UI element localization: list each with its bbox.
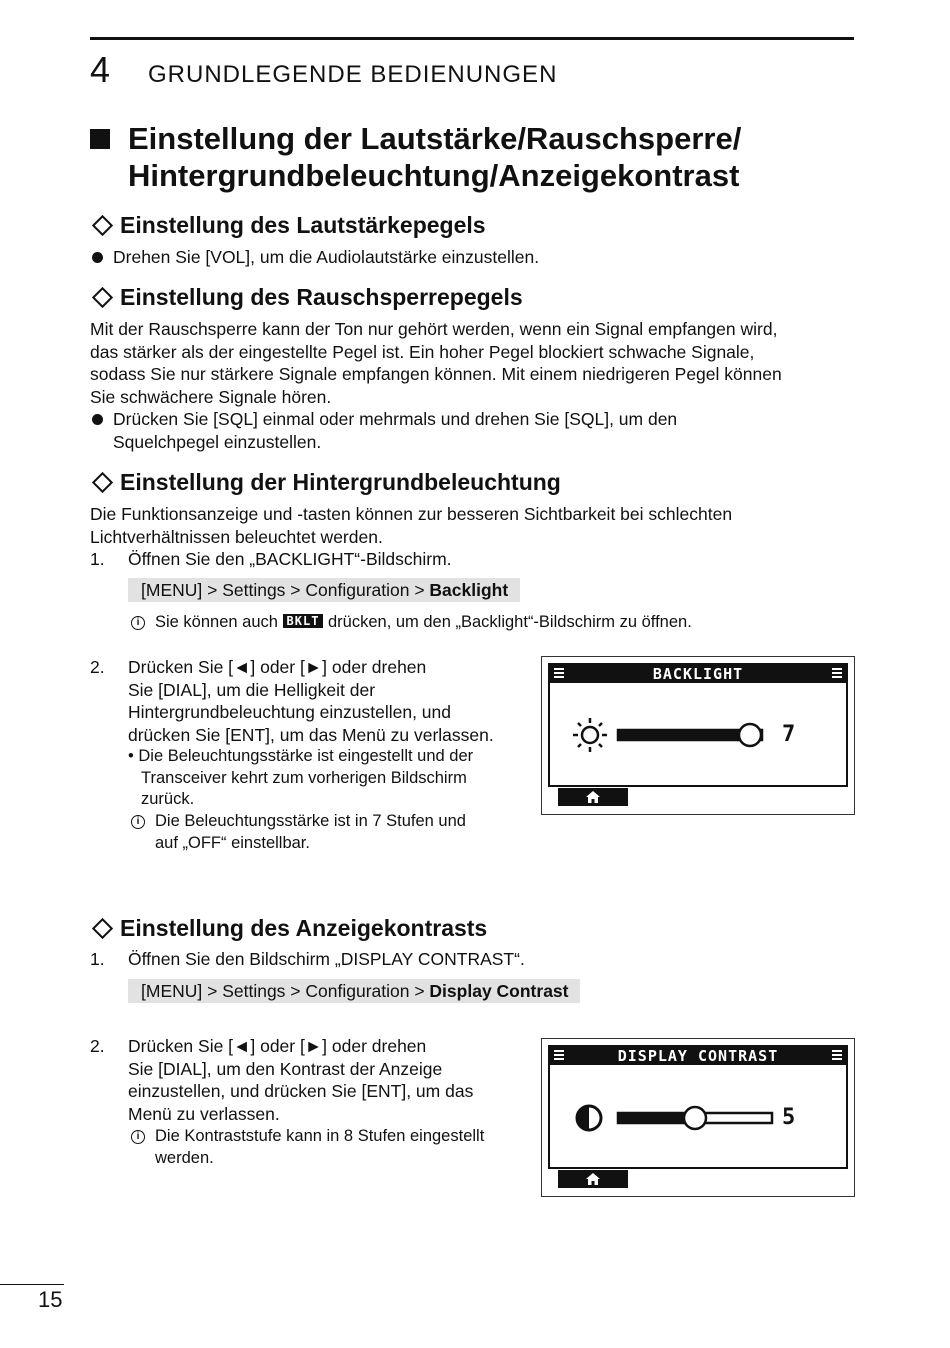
backlight-screen [541, 656, 855, 815]
backlight-level-slider [616, 721, 776, 749]
square-bullet-icon [90, 129, 110, 149]
squelch-bullet-text [113, 408, 677, 453]
chapter-title: GRUNDLEGENDE BEDIENUNGEN [148, 61, 558, 88]
step-text: Öffnen Sie den „BACKLIGHT“-Bildschirm. [128, 549, 452, 569]
contrast-menu-path [128, 979, 580, 1003]
info-icon: i [131, 815, 145, 829]
note-text-before: Sie können auch [155, 613, 283, 631]
note-line: Die Beleuchtungsstärke ist in 7 Stufen und [155, 812, 466, 830]
sub-bullet-line: zurück. [141, 790, 195, 809]
step-number: 2. [90, 657, 105, 677]
sun-icon [572, 717, 608, 753]
lcd-title: BACKLIGHT [652, 665, 744, 683]
squelch-line: das stärker als der eingestellte Pegel ist. Ein hoher Pegel blockiert schwache Signale, [90, 341, 755, 362]
backlight-heading-text: Einstellung der Hintergrundbeleuchtung [120, 469, 561, 495]
squelch-line: Mit der Rauschsperre kann der Ton nur gehört werden, wenn ein Signal empfangen wird, [90, 319, 778, 339]
contrast-screen [541, 1038, 855, 1197]
step-line: Sie [DIAL], um den Kontrast der Anzeige [128, 1058, 443, 1079]
menu-icon [554, 1050, 564, 1062]
backlight-value: 7 [782, 722, 796, 747]
step-number: 1. [90, 949, 105, 969]
lcd-title: DISPLAY CONTRAST [617, 1047, 779, 1065]
note-text-after: drücken, um den „Backlight“-Bildschirm zu öffnen. [323, 613, 692, 631]
step-number: 1. [90, 549, 105, 569]
diamond-icon [92, 287, 113, 308]
step-line: drücken Sie [ENT], um das Menü zu verlassen. [128, 724, 494, 745]
home-button[interactable] [558, 1170, 628, 1188]
menu-icon [832, 1050, 842, 1062]
note-line: Die Kontraststufe kann in 8 Stufen eingestellt [155, 1127, 485, 1145]
bklt-key-icon: BKLT [283, 614, 324, 628]
menu-icon [554, 668, 564, 680]
contrast-heading-text: Einstellung des Anzeigekontrasts [120, 915, 488, 941]
step-line: Drücken Sie [◄] oder [►] oder drehen [128, 657, 427, 677]
note-text [155, 612, 692, 634]
diamond-icon [92, 918, 113, 939]
home-icon [585, 1172, 601, 1186]
squelch-paragraph [90, 318, 782, 408]
volume-heading [90, 211, 486, 239]
backlight-heading [90, 468, 561, 496]
lcd-panel [548, 1045, 848, 1169]
lcd-title-bar [550, 1047, 846, 1065]
squelch-heading [90, 283, 523, 311]
chapter-number: 4 [90, 49, 111, 90]
sub-bullet-line: • Die Beleuchtungsstärke ist eingestellt und der [128, 747, 474, 765]
backlight-menu-path [128, 578, 520, 602]
header-rule [90, 37, 854, 40]
menu-path-target: Backlight [429, 580, 509, 600]
main-title-line-2: Hintergrundbeleuchtung/Anzeigekontrast [128, 158, 740, 193]
note-line: werden. [155, 1148, 214, 1167]
menu-icon [832, 668, 842, 680]
step-line: Sie [DIAL], um die Helligkeit der [128, 679, 376, 700]
squelch-line: Sie schwächere Signale hören. [90, 386, 332, 407]
squelch-bullet-line: Squelchpegel einzustellen. [113, 431, 322, 452]
contrast-level-slider [616, 1104, 776, 1132]
step-text: Öffnen Sie den Bildschirm „DISPLAY CONTRAST“. [128, 949, 525, 969]
squelch-heading-text: Einstellung des Rauschsperrepegels [120, 284, 523, 310]
step-line: Menü zu verlassen. [128, 1103, 280, 1124]
squelch-line: sodass Sie nur stärkere Signale empfangen können. Mit einem niedrigeren Pegel können [90, 364, 782, 385]
contrast-value: 5 [782, 1105, 796, 1130]
note-line: auf „OFF“ einstellbar. [155, 833, 310, 852]
menu-path-prefix: [MENU] > Settings > Configuration > [141, 580, 430, 600]
backlight-paragraph [90, 503, 732, 548]
backlight-sub-bullet [128, 746, 473, 811]
step-line: Hintergrundbeleuchtung einzustellen, und [128, 702, 452, 723]
home-button[interactable] [558, 788, 628, 806]
page-number: 15 [38, 1287, 63, 1312]
bullet-dot-icon [92, 252, 103, 263]
contrast-heading [90, 914, 487, 942]
squelch-bullet-line: Drücken Sie [SQL] einmal oder mehrmals und drehen Sie [SQL], um den [113, 409, 678, 429]
diamond-icon [92, 215, 113, 236]
bullet-dot-icon [92, 414, 103, 425]
step-line: Drücken Sie [◄] oder [►] oder drehen [128, 1036, 427, 1056]
info-icon: i [131, 1130, 145, 1144]
home-icon [585, 790, 601, 804]
menu-path-target: Display Contrast [429, 981, 569, 1001]
step-number: 2. [90, 1036, 105, 1056]
lcd-title-bar [550, 665, 846, 683]
step-text [128, 656, 494, 746]
info-icon: i [131, 616, 145, 630]
footer-rule [0, 1284, 64, 1285]
contrast-icon [574, 1103, 604, 1133]
note-text [155, 811, 466, 854]
note-text [155, 1126, 484, 1169]
backlight-line: Lichtverhältnissen beleuchtet werden. [90, 526, 383, 547]
backlight-line: Die Funktionsanzeige und -tasten können zur besseren Sichtbarkeit bei schlechten [90, 504, 733, 524]
volume-bullet-text: Drehen Sie [VOL], um die Audiolautstärke einzustellen. [113, 247, 540, 267]
lcd-panel [548, 663, 848, 787]
volume-heading-text: Einstellung des Lautstärkepegels [120, 212, 486, 238]
diamond-icon [92, 472, 113, 493]
menu-path-prefix: [MENU] > Settings > Configuration > [141, 981, 430, 1001]
step-line: einzustellen, und drücken Sie [ENT], um das [128, 1081, 474, 1102]
main-title-line-1: Einstellung der Lautstärke/Rauschsperre/ [128, 121, 742, 156]
sub-bullet-line: Transceiver kehrt zum vorherigen Bildschirm [141, 768, 467, 787]
step-text [128, 1035, 473, 1125]
